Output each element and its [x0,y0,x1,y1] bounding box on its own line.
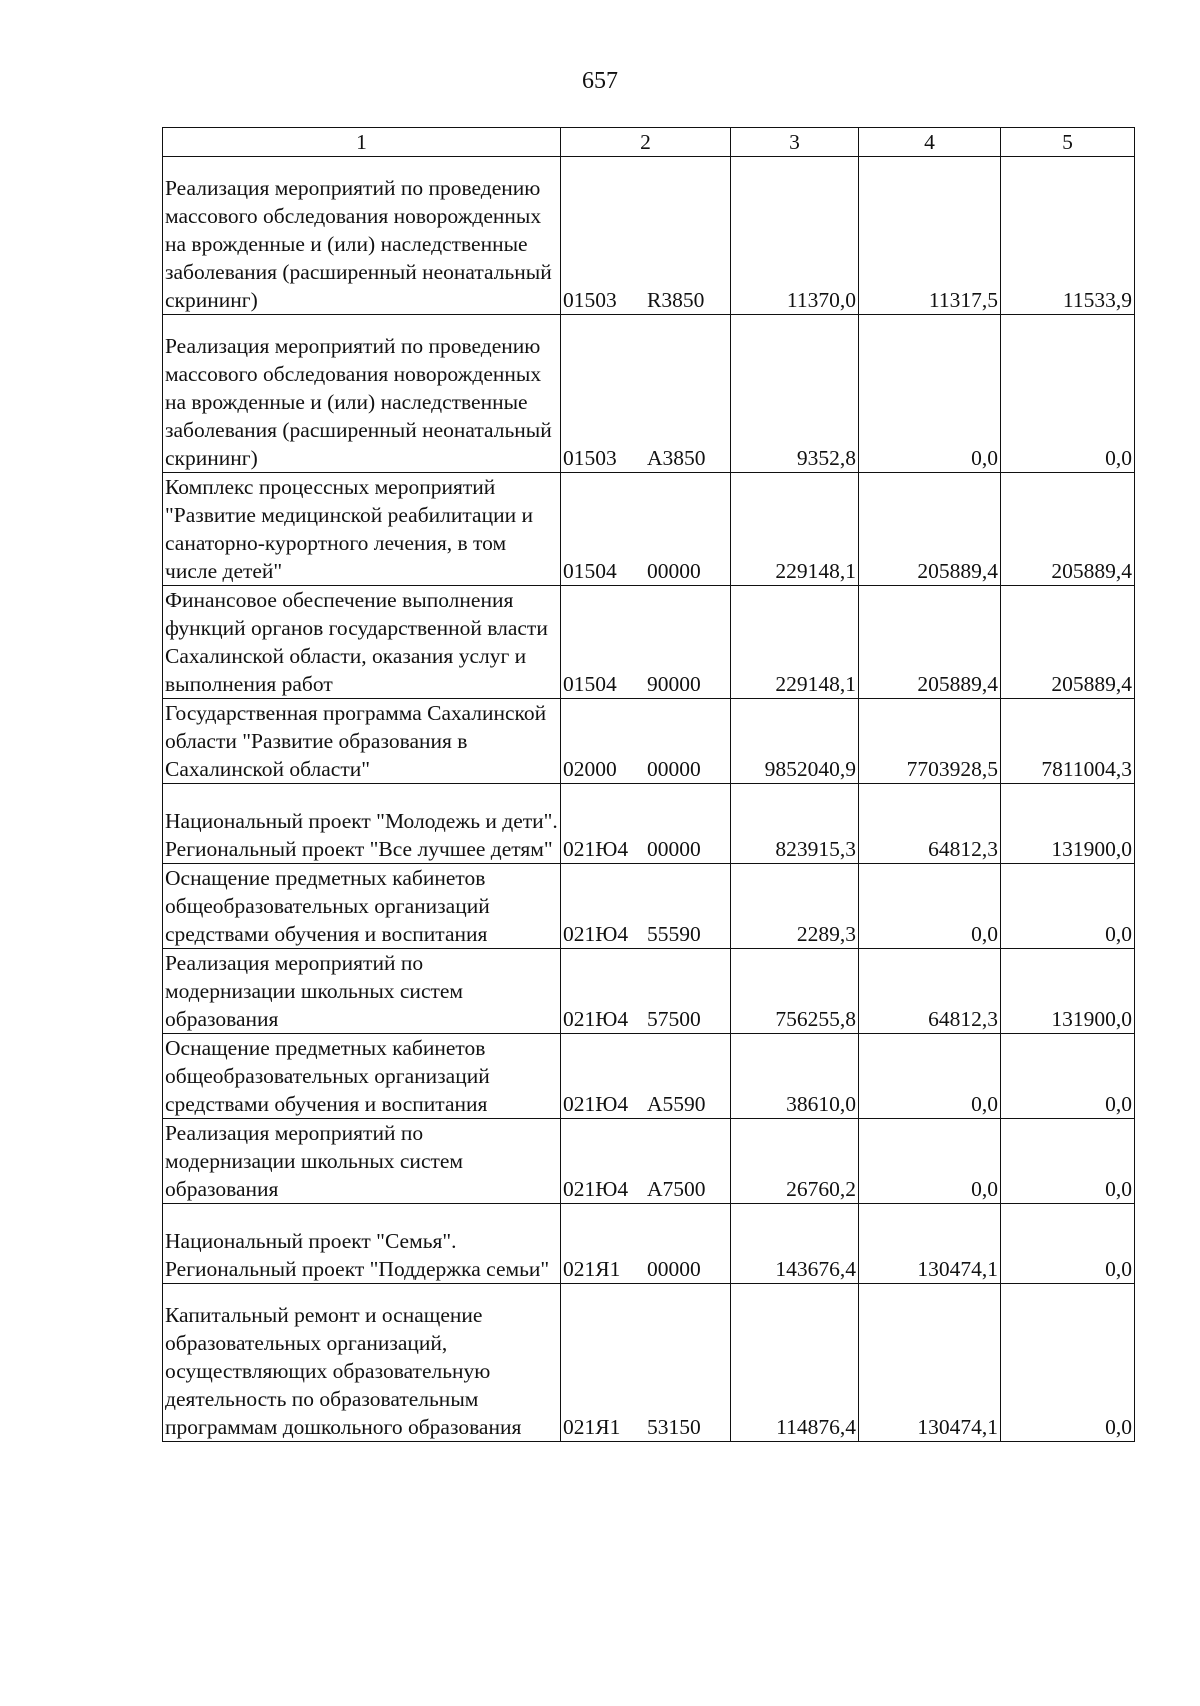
row-value-v4: 64812,3 [859,949,1001,1034]
row-value-v4: 205889,4 [859,473,1001,586]
row-value-v3: 114876,4 [731,1284,859,1442]
row-value-v5: 11533,9 [1001,157,1135,315]
table-row [163,473,1135,586]
header-cell-3: 3 [731,128,859,157]
row-value-v3: 9852040,9 [731,699,859,784]
row-value-v4: 0,0 [859,315,1001,473]
row-value-v3: 26760,2 [731,1119,859,1204]
row-code-direction: 00000 [647,837,701,861]
row-code-direction: A3850 [647,446,706,470]
row-code-program: 02000 [563,757,617,781]
table-row [163,1034,1135,1119]
row-value-v5: 205889,4 [1001,586,1135,699]
row-value-v5: 0,0 [1001,1284,1135,1442]
row-code [561,1119,731,1204]
row-value-v5: 131900,0 [1001,949,1135,1034]
row-value-v5: 0,0 [1001,1119,1135,1204]
row-value-v3: 756255,8 [731,949,859,1034]
row-value-v4: 0,0 [859,1119,1001,1204]
row-value-v4: 205889,4 [859,586,1001,699]
row-code-direction: 00000 [647,559,701,583]
table-row [163,157,1135,315]
header-row [163,128,1135,157]
row-name: Комплекс процессных мероприятий "Развитие медицинской реабилитации и санаторно-курортного лечения, в том числе детей" [163,473,561,586]
row-code-direction: 90000 [647,672,701,696]
row-code-direction: 53150 [647,1415,701,1439]
row-name: Оснащение предметных кабинетов общеобразовательных организаций средствами обучения и воспитания [163,864,561,949]
row-name: Государственная программа Сахалинской области "Развитие образования в Сахалинской области" [163,699,561,784]
row-value-v4: 0,0 [859,864,1001,949]
row-code-program: 021Ю4 [563,1007,629,1031]
row-value-v5: 131900,0 [1001,784,1135,864]
row-value-v3: 2289,3 [731,864,859,949]
row-code-program: 021Ю4 [563,837,629,861]
row-value-v4: 0,0 [859,1034,1001,1119]
row-code-direction: 00000 [647,1257,701,1281]
table-row [163,1284,1135,1442]
row-value-v4: 130474,1 [859,1284,1001,1442]
header-cell-1: 1 [163,128,561,157]
row-code-direction: 00000 [647,757,701,781]
row-value-v3: 38610,0 [731,1034,859,1119]
row-value-v3: 11370,0 [731,157,859,315]
row-value-v5: 7811004,3 [1001,699,1135,784]
row-code [561,473,731,586]
row-code [561,157,731,315]
row-code [561,784,731,864]
table-row [163,949,1135,1034]
row-code-direction: 55590 [647,922,701,946]
row-name: Оснащение предметных кабинетов общеобразовательных организаций средствами обучения и воспитания [163,1034,561,1119]
row-value-v3: 229148,1 [731,473,859,586]
row-code-program: 021Ю4 [563,1092,629,1116]
table-row [163,784,1135,864]
row-value-v3: 9352,8 [731,315,859,473]
row-value-v3: 229148,1 [731,586,859,699]
header-cell-5: 5 [1001,128,1135,157]
table-row [163,699,1135,784]
row-code [561,586,731,699]
row-code-program: 01503 [563,446,617,470]
row-value-v5: 0,0 [1001,1204,1135,1284]
header-cell-2: 2 [561,128,731,157]
row-value-v3: 143676,4 [731,1204,859,1284]
table-body [163,157,1135,1442]
row-code [561,1204,731,1284]
row-code [561,864,731,949]
row-value-v5: 0,0 [1001,315,1135,473]
row-code [561,1284,731,1442]
row-code-direction: R3850 [647,288,705,312]
row-name: Национальный проект "Молодежь и дети". Региональный проект "Все лучшее детям" [163,784,561,864]
row-code [561,699,731,784]
row-value-v4: 64812,3 [859,784,1001,864]
row-name: Реализация мероприятий по модернизации школьных систем образования [163,949,561,1034]
row-name: Капитальный ремонт и оснащение образовательных организаций, осуществляющих образовательную деятельность по образовательным программам дошкольного образования [163,1284,561,1442]
row-name: Реализация мероприятий по модернизации школьных систем образования [163,1119,561,1204]
budget-table [162,127,1135,1442]
table-row [163,1119,1135,1204]
row-code [561,1034,731,1119]
row-code-program: 01504 [563,559,617,583]
table-row [163,586,1135,699]
table-row [163,315,1135,473]
row-code-program: 021Ю4 [563,1177,629,1201]
row-code-direction: A7500 [647,1177,706,1201]
page-number: 657 [582,68,618,94]
row-code-program: 021Ю4 [563,922,629,946]
row-value-v4: 7703928,5 [859,699,1001,784]
row-code-program: 01504 [563,672,617,696]
header-cell-4: 4 [859,128,1001,157]
row-code-direction: A5590 [647,1092,706,1116]
row-value-v5: 0,0 [1001,1034,1135,1119]
row-name: Реализация мероприятий по проведению массового обследования новорожденных на врожденные и (или) наследственные заболевания (расширенный неонатальный скрининг) [163,157,561,315]
row-code-program: 021Я1 [563,1257,621,1281]
row-value-v3: 823915,3 [731,784,859,864]
row-name: Реализация мероприятий по проведению массового обследования новорожденных на врожденные и (или) наследственные заболевания (расширенный неонатальный скрининг) [163,315,561,473]
row-value-v5: 205889,4 [1001,473,1135,586]
row-code [561,949,731,1034]
row-code [561,315,731,473]
row-value-v4: 11317,5 [859,157,1001,315]
row-code-direction: 57500 [647,1007,701,1031]
row-value-v5: 0,0 [1001,864,1135,949]
row-name: Национальный проект "Семья". Региональный проект "Поддержка семьи" [163,1204,561,1284]
row-name: Финансовое обеспечение выполнения функций органов государственной власти Сахалинской области, оказания услуг и выполнения работ [163,586,561,699]
table-row [163,864,1135,949]
row-value-v4: 130474,1 [859,1204,1001,1284]
table-row [163,1204,1135,1284]
row-code-program: 021Я1 [563,1415,621,1439]
row-code-program: 01503 [563,288,617,312]
